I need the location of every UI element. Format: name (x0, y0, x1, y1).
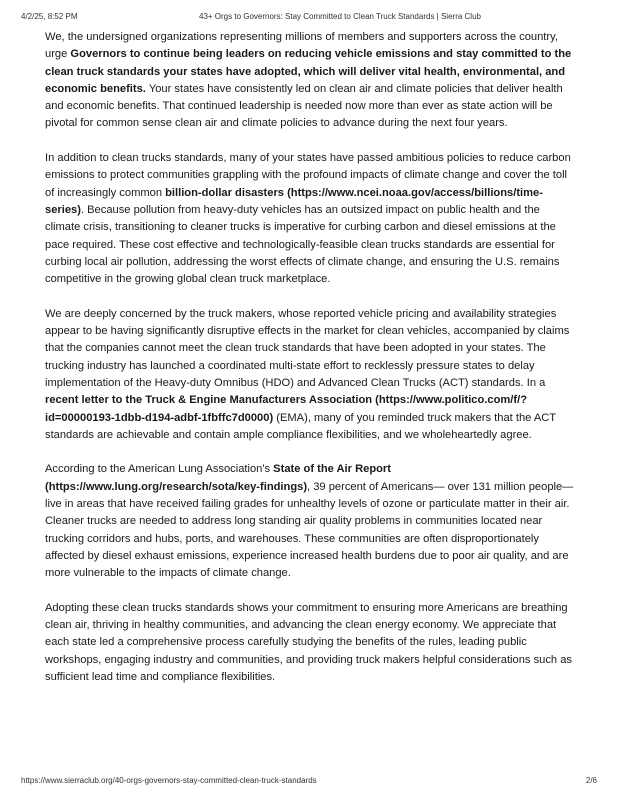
paragraph-4: According to the American Lung Association's State of the Air Report (https://www.lung.org/research/sota/key-findings), 39 percent of Americans— over 131 million people—live in areas that have received failing grades for unhealthy levels of ozone or particulate matter in their air. Cleaner trucks are needed to address long standing air quality problems in communities located near trucking corridors and hubs, ports, and warehouses. These communities are often disproportionately affected by diesel exhaust emissions, experience increased health burdens due to poor air quality, and are more vulnerable to the impacts of climate change. (45, 463, 574, 580)
paragraph-3: We are deeply concerned by the truck makers, whose reported vehicle pricing and availability strategies appear to be having significantly disruptive effects in the market for clean vehicles, accompanied by claims that the companies cannot meet the clean truck standards that have been adopted in your states. The trucking industry has launched a coordinated multi-state effort to recklessly pressure states to delay implementation of the Heavy-duty Omnibus (HDO) and Advanced Clean Trucks (ACT) standards. In a recent letter to the Truck & Engine Manufacturers Association (https://www.politico.com/f/?id=00000193-1dbb-d194-adbf-1fbffc7d0000) (EMA), many of you reminded truck makers that the ACT standards are achievable and contain ample compliance flexibilities, and we wholeheartedly agree. (45, 307, 570, 441)
print-page-title: 43+ Orgs to Governors: Stay Committed to Clean Truck Standards | Sierra Club (199, 12, 481, 21)
link-state-of-the-air[interactable]: State of the Air Report (https://www.lung.org/research/sota/key-findings) (45, 463, 391, 493)
paragraph-5: Adopting these clean trucks standards shows your commitment to ensuring more Americans are breathing clean air, thriving in healthy communities, and advancing the clean energy economy. We appreciate that each state led a comprehensive process carefully studying the benefits of the rules, leading public workshops, engaging industry and communities, and providing truck makers helpful considerations such as sufficient lead time and compliance flexibilities. (45, 601, 572, 683)
print-url: https://www.sierraclub.org/40-orgs-governors-stay-committed-clean-truck-standards (21, 776, 317, 785)
paragraph-2: In addition to clean trucks standards, many of your states have passed ambitious policies to reduce carbon emissions to protect communities grappling with the profound impacts of climate change and cover the toll of increasingly common billion-dollar disasters (https://www.ncei.noaa.gov/access/billions/time-series). Because pollution from heavy-duty vehicles has an outsized impact on public health and the climate crisis, transitioning to cleaner trucks is imperative for curbing carbon and diesel emissions at the pace required. These cost effective and technologically-feasible clean trucks standards are essential for curbing local air pollution, addressing the worst effects of climate change, and ensuring the U.S. remains competitive in the growing global clean truck marketplace. (45, 152, 571, 286)
paragraph-1: We, the undersigned organizations representing millions of members and supporters across the country, urge Governors to continue being leaders on reducing vehicle emissions and stay committed to the clean truck standards your states have adopted, which will deliver vital health, environmental, and economic benefits. Your states have consistently led on clean air and climate policies that deliver health and economic benefits. That continued leadership is needed now more than ever as state action will be pivotal for common sense clean air and climate policies to advance during the next four years. (45, 31, 572, 130)
print-header (21, 12, 597, 24)
print-footer (21, 776, 597, 788)
print-datetime: 4/2/25, 8:52 PM (21, 12, 78, 21)
page-number: 2/6 (585, 776, 597, 785)
article-body (45, 29, 577, 686)
link-ema-letter[interactable]: recent letter to the Truck & Engine Manufacturers Association (https://www.politico.com/f/?id=00000193-1dbb-d194-adbf-1fbffc7d0000) (45, 394, 527, 424)
link-billion-dollar-disasters[interactable]: billion-dollar disasters (https://www.ncei.noaa.gov/access/billions/time-series) (45, 186, 543, 216)
